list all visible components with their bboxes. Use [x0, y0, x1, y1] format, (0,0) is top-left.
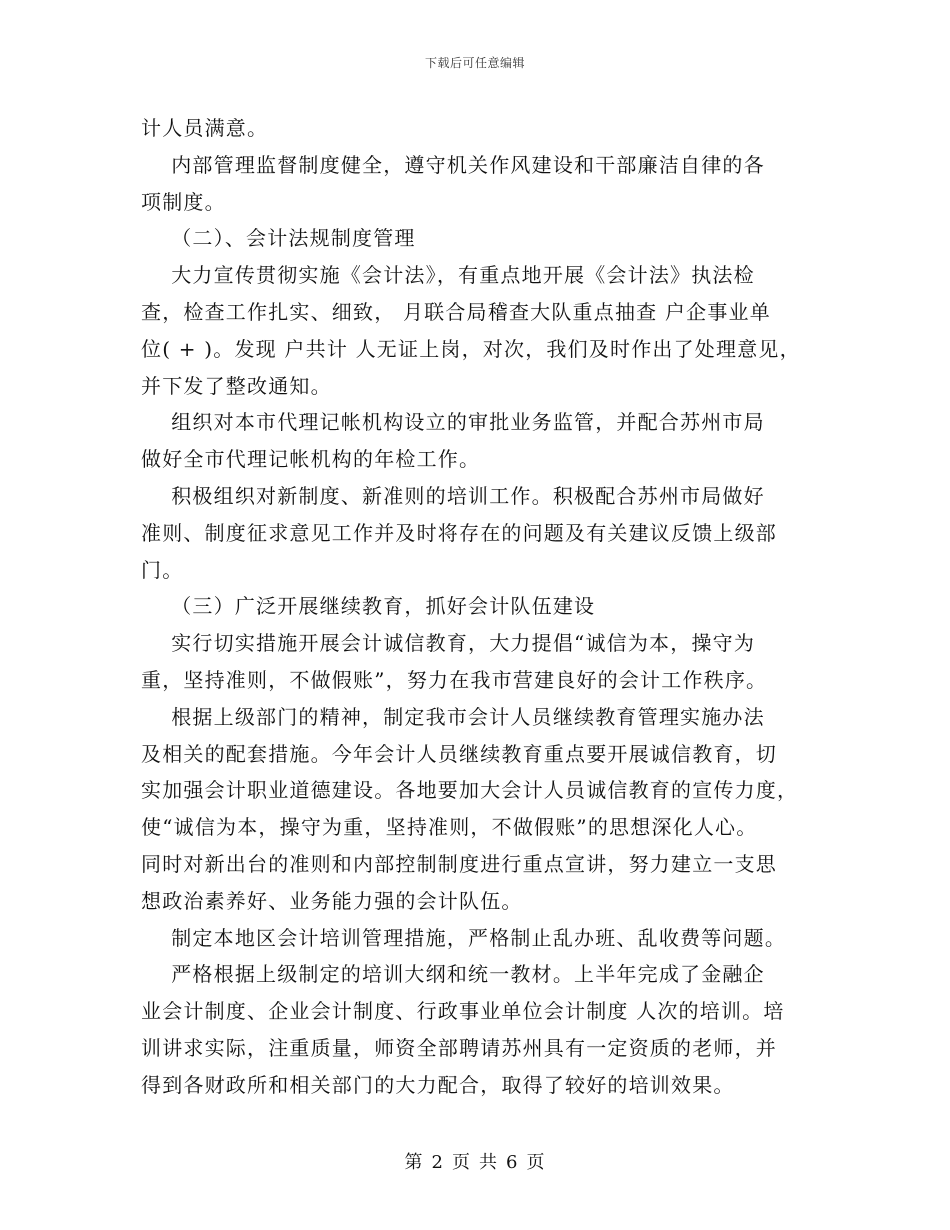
text-line: 严格根据上级制定的培训大纲和统一教材。上半年完成了金融企: [141, 962, 765, 987]
text-line: 重，坚持准则，不做假账”，努力在我市营建良好的会计工作秩序。: [141, 667, 768, 692]
text-line: 项制度。: [141, 189, 226, 214]
text-line: 业会计制度、企业会计制度、行政事业单位会计制度 人次的培训。培: [141, 999, 785, 1024]
text-line: 使“诚信为本，操守为重，坚持准则，不做假账”的思想深化人心。: [141, 815, 758, 840]
text-line: 制定本地区会计培训管理措施，严格制止乱办班、乱收费等问题。: [141, 925, 787, 950]
page-header: 下载后可任意编辑: [424, 56, 525, 70]
section-heading: （二）、会计法规制度管理: [141, 226, 416, 251]
text-line: 实行切实措施开展会计诚信教育，大力提倡“诚信为本，操守为: [141, 631, 756, 656]
text-line: 得到各财政所和相关部门的大力配合，取得了较好的培训效果。: [141, 1072, 735, 1097]
text-line: 准则、制度征求意见工作并及时将存在的问题及有关建议反馈上级部: [141, 520, 777, 545]
page-label-mid: 页: [452, 1152, 471, 1173]
section-heading: （三）广泛开展继续教育，抓好会计队伍建设: [141, 594, 596, 619]
text-line: 计人员满意。: [141, 116, 269, 140]
text-line: 训讲求实际，注重质量，师资全部聘请苏州具有一定资质的老师，并: [141, 1035, 777, 1060]
text-line: 做好全市代理记帐机构的年检工作。: [141, 447, 481, 472]
text-line: 大力宣传贯彻实施《会计法》，有重点地开展《会计法》执法检: [141, 263, 755, 288]
text-line: 位( + )。发现 户共计 人无证上岗，对次，我们及时作出了处理意见，: [141, 336, 801, 361]
total-label: 共: [479, 1152, 498, 1173]
text-line: 组织对本市代理记帐机构设立的审批业务监管，并配合苏州市局: [141, 410, 765, 435]
text-line: 根据上级部门的精神，制定我市会计人员继续教育管理实施办法: [141, 704, 765, 729]
text-line: 实加强会计职业道德建设。各地要加大会计人员诚信教育的宣传力度，: [141, 778, 799, 803]
text-line: 门。: [141, 557, 184, 582]
text-line: 查，检查工作扎实、细致， 月联合局稽查大队重点抽查 户企事业单: [141, 299, 771, 324]
text-line: 及相关的配套措施。今年会计人员继续教育重点要开展诚信教育，切: [141, 741, 777, 766]
text-line: 想政治素养好、业务能力强的会计队伍。: [141, 888, 523, 913]
page-label-prefix: 第: [404, 1152, 424, 1173]
page-label-suffix: 页: [526, 1152, 546, 1173]
current-page-number: 2: [431, 1152, 444, 1173]
text-line: 同时对新出台的准则和内部控制制度进行重点宣讲，努力建立一支思: [141, 851, 777, 876]
text-line: 并下发了整改通知。: [141, 373, 332, 398]
text-line: 积极组织对新制度、新准则的培训工作。积极配合苏州市局做好: [141, 483, 765, 508]
total-page-number: 6: [506, 1152, 519, 1173]
text-line: 内部管理监督制度健全，遵守机关作风建设和干部廉洁自律的各: [141, 152, 765, 177]
document-body: [141, 110, 811, 1104]
page-footer: [0, 1148, 950, 1174]
